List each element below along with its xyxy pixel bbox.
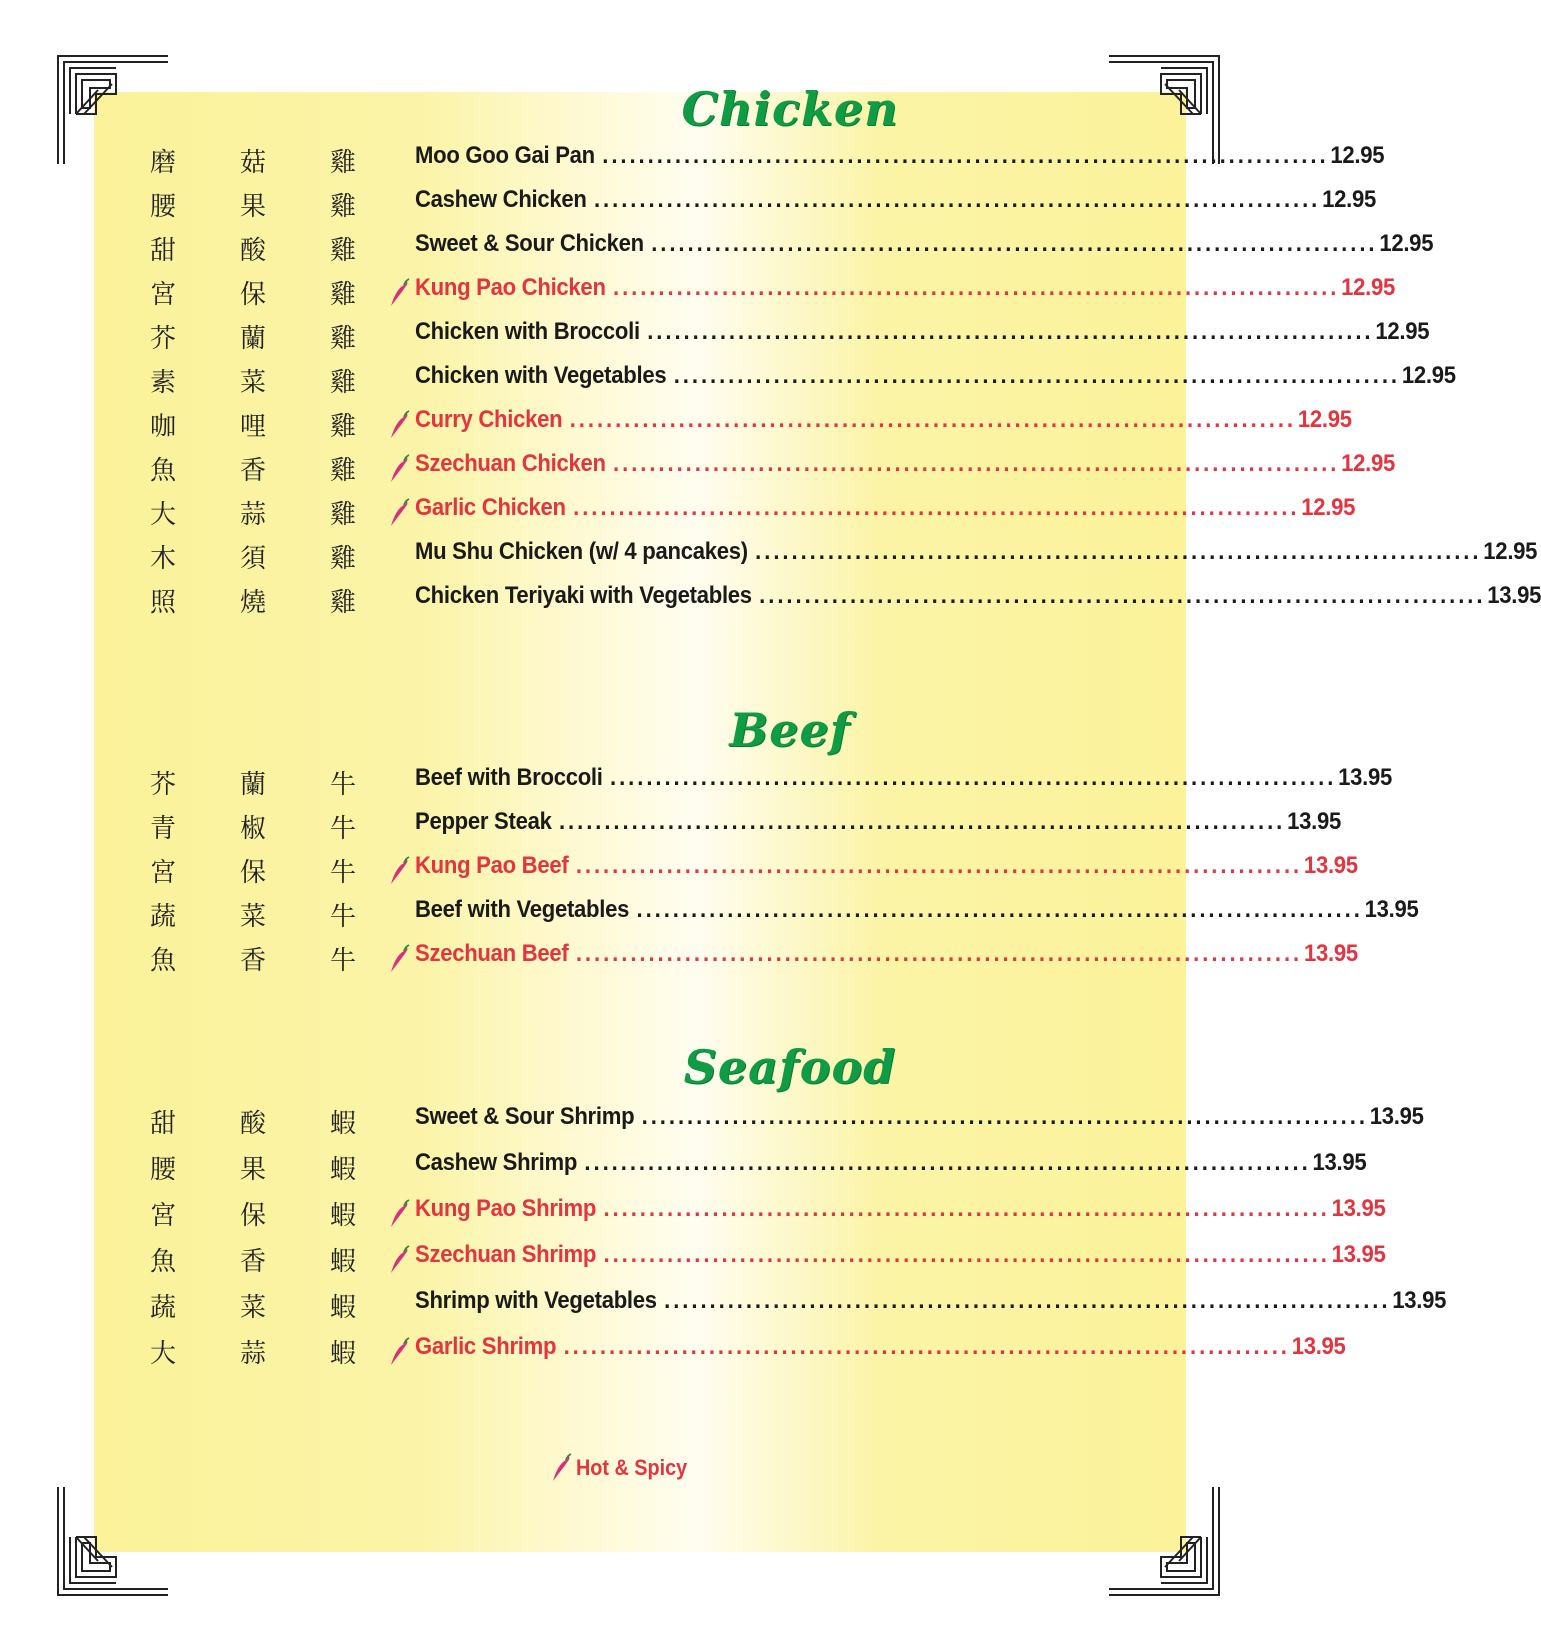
chinese-char: 果: [240, 192, 267, 222]
dot-leader: ................................................................................: [584, 1149, 1311, 1176]
menu-item-name: Shrimp with Vegetables: [415, 1287, 657, 1314]
menu-item-line: [415, 764, 1393, 792]
chinese-char: 青: [150, 814, 177, 844]
dot-leader: ................................................................................: [647, 318, 1374, 345]
chinese-char: 保: [240, 1201, 267, 1231]
chinese-char: 蘭: [240, 770, 267, 800]
chinese-char: 雞: [330, 280, 357, 310]
menu-item-name: Chicken with Broccoli: [415, 318, 640, 345]
chinese-char: 磨: [150, 148, 177, 178]
dot-leader: ................................................................................: [759, 582, 1486, 609]
chinese-char: 牛: [330, 946, 357, 976]
chinese-char: 雞: [330, 324, 357, 354]
chinese-char: 蔬: [150, 1293, 177, 1323]
menu-item-name: Szechuan Beef: [415, 940, 569, 967]
menu-item-line: [415, 230, 1434, 258]
chinese-char: 香: [240, 1247, 267, 1277]
chinese-char: 腰: [150, 1155, 177, 1185]
menu-item-name: Cashew Chicken: [415, 186, 587, 213]
menu-item: [150, 580, 1541, 624]
hot-spicy-legend: [550, 1453, 699, 1483]
menu-item-price: 12.95: [1297, 406, 1352, 433]
menu-item-name: Beef with Broccoli: [415, 764, 603, 791]
menu-item-name: Kung Pao Shrimp: [415, 1195, 597, 1222]
menu-item-name: Szechuan Shrimp: [415, 1241, 597, 1268]
chinese-char: 雞: [330, 368, 357, 398]
menu-item-line: [415, 494, 1356, 522]
menu-item: [150, 272, 1396, 316]
menu-item-price: 12.95: [1330, 142, 1385, 169]
menu-item-line: [415, 1103, 1424, 1131]
dot-leader: ................................................................................: [651, 230, 1378, 257]
dot-leader: ................................................................................: [664, 1287, 1391, 1314]
menu-item-name: Curry Chicken: [415, 406, 563, 433]
menu-item-price: 13.95: [1487, 582, 1541, 609]
menu-item: [150, 140, 1385, 184]
chinese-char: 保: [240, 858, 267, 888]
chinese-char: 魚: [150, 946, 177, 976]
corner-fret-icon: [56, 1477, 176, 1597]
menu-item-name: Kung Pao Chicken: [415, 274, 606, 301]
chinese-char: 酸: [240, 1109, 267, 1139]
chinese-char: 蝦: [330, 1201, 357, 1231]
chinese-char: 菇: [240, 148, 267, 178]
menu-item-price: 13.95: [1291, 1333, 1346, 1360]
menu-item-price: 12.95: [1301, 494, 1356, 521]
menu-item-line: [415, 450, 1396, 478]
dot-leader: ................................................................................: [575, 940, 1303, 967]
chinese-char: 腰: [150, 192, 177, 222]
chinese-char: 照: [150, 588, 177, 618]
chinese-char: 菜: [240, 368, 267, 398]
menu-item-price: 13.95: [1331, 1195, 1386, 1222]
section-title-beef: Beef: [729, 703, 851, 757]
chinese-char: 蝦: [330, 1293, 357, 1323]
menu-item-price: 13.95: [1364, 896, 1419, 923]
menu-item-line: [415, 582, 1541, 610]
menu-item-price: 12.95: [1322, 186, 1376, 213]
menu-item-line: [415, 896, 1419, 924]
menu-item: [150, 228, 1434, 272]
corner-fret-icon: [1101, 1477, 1221, 1597]
menu-item-line: [415, 318, 1430, 346]
dot-leader: ................................................................................: [569, 406, 1296, 433]
chinese-char: 宮: [150, 858, 177, 888]
chinese-char: 蒜: [240, 500, 267, 530]
chinese-char: 牛: [330, 858, 357, 888]
dot-leader: ................................................................................: [636, 896, 1363, 923]
menu-item-line: [415, 808, 1341, 836]
menu-item-price: 13.95: [1287, 808, 1341, 835]
menu-item-name: Chicken with Vegetables: [415, 362, 667, 389]
chili-pepper-icon: [388, 856, 410, 886]
dot-leader: ................................................................................: [673, 362, 1400, 389]
dot-leader: ................................................................................: [610, 764, 1337, 791]
chili-pepper-icon: [388, 454, 410, 484]
menu-item-price: 12.95: [1341, 274, 1396, 301]
chinese-char: 宮: [150, 280, 177, 310]
menu-item: [150, 1239, 1386, 1285]
chinese-char: 大: [150, 500, 177, 530]
chili-pepper-icon: [550, 1453, 572, 1483]
menu-item: [150, 316, 1430, 360]
chinese-char: 蔬: [150, 902, 177, 932]
menu-item-price: 12.95: [1401, 362, 1456, 389]
chili-pepper-icon: [388, 1245, 410, 1275]
chinese-char: 牛: [330, 770, 357, 800]
menu-item-price: 13.95: [1338, 764, 1393, 791]
dot-leader: ................................................................................: [641, 1103, 1368, 1130]
menu-item-name: Szechuan Chicken: [415, 450, 606, 477]
menu-item-price: 13.95: [1303, 852, 1358, 879]
chinese-char: 芥: [150, 770, 177, 800]
chinese-char: 雞: [330, 544, 357, 574]
chinese-char: 甜: [150, 236, 177, 266]
menu-item: [150, 448, 1396, 492]
menu-item: [150, 360, 1456, 404]
chinese-char: 酸: [240, 236, 267, 266]
menu-item-name: Cashew Shrimp: [415, 1149, 578, 1176]
chinese-char: 雞: [330, 456, 357, 486]
menu-item-name: Chicken Teriyaki with Vegetables: [415, 582, 752, 609]
menu-item: [150, 850, 1358, 894]
menu-item-price: 13.95: [1392, 1287, 1447, 1314]
menu-item-price: 13.95: [1369, 1103, 1424, 1130]
chili-pepper-icon: [388, 498, 410, 528]
chinese-char: 香: [240, 946, 267, 976]
chinese-char: 芥: [150, 324, 177, 354]
chinese-char: 蘭: [240, 324, 267, 354]
chinese-char: 雞: [330, 148, 357, 178]
chili-pepper-icon: [388, 278, 410, 308]
menu-item: [150, 894, 1419, 938]
dot-leader: ................................................................................: [573, 494, 1300, 521]
menu-item: [150, 1331, 1346, 1377]
menu-item: [150, 1101, 1424, 1147]
corner-ornament-bottom-left: [56, 1477, 176, 1597]
menu-item-name: Moo Goo Gai Pan: [415, 142, 595, 169]
chinese-char: 牛: [330, 902, 357, 932]
menu-item-line: [415, 142, 1385, 170]
menu-item-line: [415, 940, 1358, 968]
chinese-char: 素: [150, 368, 177, 398]
chinese-char: 雞: [330, 192, 357, 222]
chinese-char: 哩: [240, 412, 267, 442]
chinese-char: 魚: [150, 1247, 177, 1277]
menu-item-price: 13.95: [1303, 940, 1358, 967]
menu-item: [150, 762, 1393, 806]
chinese-char: 果: [240, 1155, 267, 1185]
menu-item: [150, 492, 1356, 536]
chili-pepper-icon: [388, 410, 410, 440]
menu-item-name: Kung Pao Beef: [415, 852, 569, 879]
menu-item: [150, 536, 1538, 580]
menu-item-name: Sweet & Sour Shrimp: [415, 1103, 635, 1130]
chinese-char: 保: [240, 280, 267, 310]
dot-leader: ................................................................................: [755, 538, 1482, 565]
chili-pepper-icon: [388, 944, 410, 974]
chinese-char: 須: [240, 544, 267, 574]
dot-leader: ................................................................................: [558, 808, 1286, 835]
legend-label: Hot & Spicy: [576, 1455, 688, 1480]
chinese-char: 魚: [150, 456, 177, 486]
menu-list-beef: [150, 762, 1419, 982]
chinese-char: 菜: [240, 902, 267, 932]
menu-list-chicken: [150, 140, 1541, 624]
menu-item-line: [415, 538, 1538, 566]
chinese-char: 大: [150, 1339, 177, 1369]
dot-leader: ................................................................................: [603, 1241, 1330, 1268]
menu-item: [150, 806, 1341, 850]
chinese-char: 雞: [330, 412, 357, 442]
menu-item-price: 13.95: [1312, 1149, 1367, 1176]
chinese-char: 雞: [330, 236, 357, 266]
chinese-char: 木: [150, 544, 177, 574]
chili-pepper-icon: [388, 1199, 410, 1229]
chinese-char: 蝦: [330, 1155, 357, 1185]
chinese-char: 宮: [150, 1201, 177, 1231]
menu-item-line: [415, 852, 1358, 880]
chinese-char: 蒜: [240, 1339, 267, 1369]
dot-leader: ................................................................................: [613, 274, 1340, 301]
menu-item-price: 13.95: [1331, 1241, 1386, 1268]
menu-item-price: 12.95: [1375, 318, 1430, 345]
chinese-char: 蝦: [330, 1339, 357, 1369]
dot-leader: ................................................................................: [613, 450, 1340, 477]
chinese-char: 蝦: [330, 1109, 357, 1139]
menu-item-line: [415, 274, 1396, 302]
dot-leader: ................................................................................: [593, 186, 1321, 213]
corner-ornament-bottom-right: [1101, 1477, 1221, 1597]
dot-leader: ................................................................................: [563, 1333, 1290, 1360]
dot-leader: ................................................................................: [575, 852, 1303, 879]
menu-item: [150, 184, 1376, 228]
menu-item-name: Garlic Shrimp: [415, 1333, 557, 1360]
menu-item-line: [415, 362, 1456, 390]
chinese-char: 燒: [240, 588, 267, 618]
menu-item-line: [415, 406, 1352, 434]
chinese-char: 菜: [240, 1293, 267, 1323]
menu-item: [150, 1193, 1386, 1239]
dot-leader: ................................................................................: [602, 142, 1329, 169]
menu-item-line: [415, 1149, 1367, 1177]
menu-item-price: 12.95: [1341, 450, 1396, 477]
chili-pepper-icon: [388, 1337, 410, 1367]
menu-item-price: 12.95: [1379, 230, 1434, 257]
menu-item-price: 12.95: [1483, 538, 1538, 565]
menu-item: [150, 938, 1358, 982]
chinese-char: 甜: [150, 1109, 177, 1139]
chinese-char: 雞: [330, 588, 357, 618]
menu-item: [150, 404, 1352, 448]
menu-item-name: Garlic Chicken: [415, 494, 566, 521]
section-title-seafood: Seafood: [683, 1040, 897, 1094]
chinese-char: 咖: [150, 412, 177, 442]
section-title-chicken: Chicken: [681, 82, 899, 136]
chinese-char: 牛: [330, 814, 357, 844]
menu-item: [150, 1147, 1367, 1193]
menu-item-line: [415, 186, 1376, 214]
chinese-char: 香: [240, 456, 267, 486]
chinese-char: 雞: [330, 500, 357, 530]
menu-item-name: Sweet & Sour Chicken: [415, 230, 644, 257]
menu-item-line: [415, 1195, 1386, 1223]
menu-item-line: [415, 1333, 1346, 1361]
menu-item-line: [415, 1287, 1447, 1315]
dot-leader: ................................................................................: [603, 1195, 1330, 1222]
menu-item-name: Pepper Steak: [415, 808, 552, 835]
menu-item: [150, 1285, 1447, 1331]
menu-item-name: Beef with Vegetables: [415, 896, 630, 923]
chinese-char: 蝦: [330, 1247, 357, 1277]
chinese-char: 椒: [240, 814, 267, 844]
menu-item-line: [415, 1241, 1386, 1269]
menu-list-seafood: [150, 1101, 1447, 1377]
menu-item-name: Mu Shu Chicken (w/ 4 pancakes): [415, 538, 748, 565]
